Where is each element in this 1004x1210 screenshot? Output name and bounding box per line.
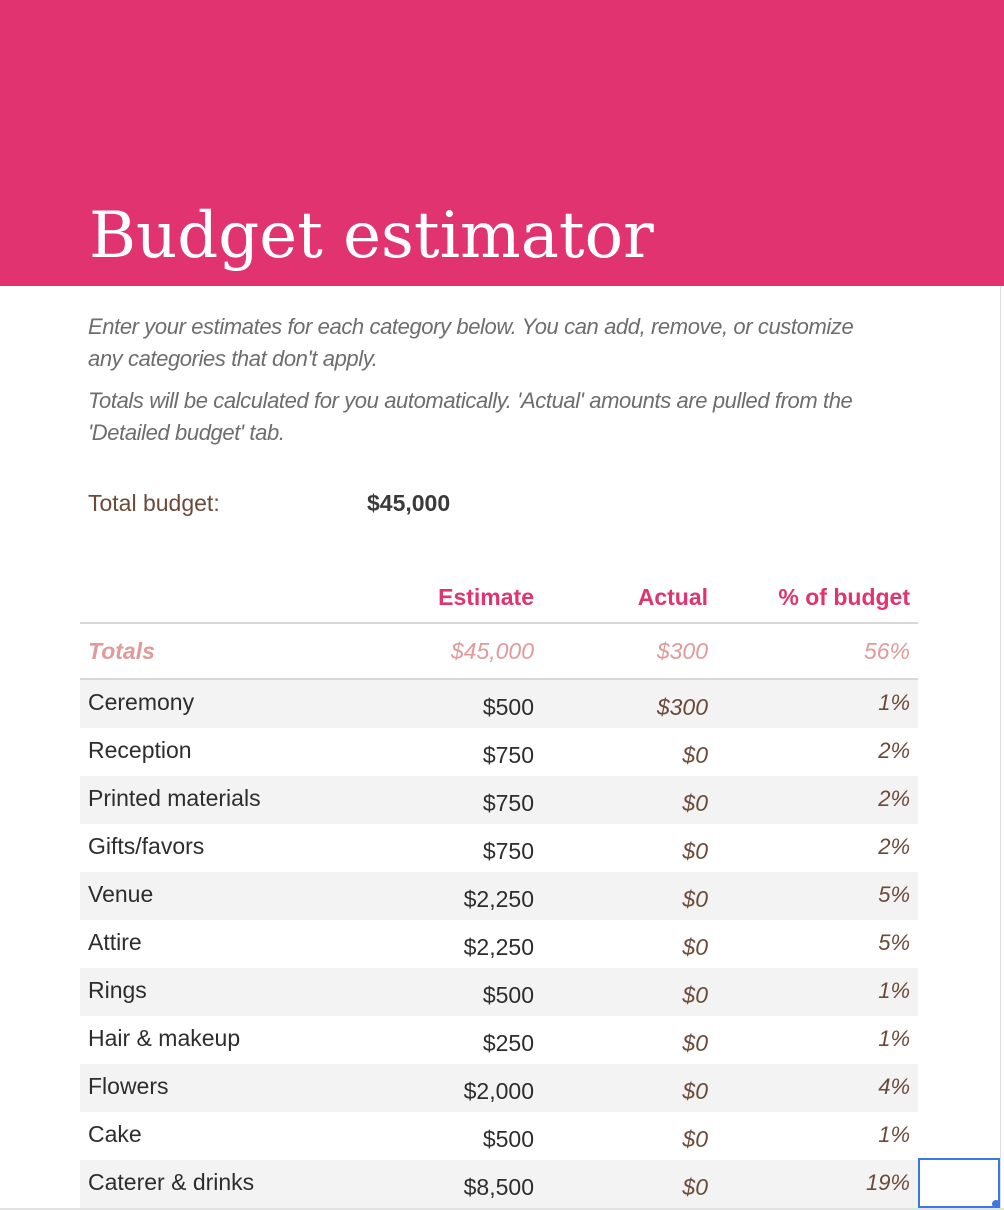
percent-cell[interactable]: 4%	[878, 1074, 910, 1099]
estimate-cell[interactable]: $8,500	[463, 1174, 534, 1200]
percent-cell[interactable]: 1%	[878, 690, 910, 715]
totals-actual[interactable]: $300	[656, 638, 708, 664]
table-row	[80, 728, 918, 776]
estimate-cell[interactable]: $500	[482, 1126, 534, 1152]
actual-cell[interactable]: $0	[682, 1174, 708, 1200]
header-banner	[0, 0, 1004, 286]
actual-cell[interactable]: $0	[682, 790, 708, 816]
percent-cell[interactable]: 2%	[878, 834, 910, 859]
table-row	[80, 680, 918, 728]
actual-cell[interactable]: $0	[682, 1078, 708, 1104]
totals-percent[interactable]: 56%	[863, 638, 910, 664]
percent-cell[interactable]: 1%	[878, 1026, 910, 1051]
estimate-cell[interactable]: $750	[482, 742, 534, 768]
estimate-cell[interactable]: $250	[482, 1030, 534, 1056]
category-cell[interactable]: Flowers	[88, 1073, 169, 1099]
percent-cell[interactable]: 1%	[878, 978, 910, 1003]
category-cell[interactable]: Gifts/favors	[88, 833, 205, 859]
percent-cell[interactable]: 1%	[878, 1122, 910, 1147]
page-title: Budget estimator	[89, 199, 654, 273]
actual-cell[interactable]: $0	[682, 838, 708, 864]
category-cell[interactable]: Printed materials	[88, 785, 261, 811]
sheet-right-edge	[1000, 286, 1001, 1210]
category-cell[interactable]: Hair & makeup	[88, 1025, 241, 1051]
estimate-cell[interactable]: $2,250	[463, 886, 534, 912]
actual-header: Actual	[637, 584, 708, 610]
estimate-cell[interactable]: $2,000	[463, 1078, 534, 1104]
budget-table-body	[80, 680, 918, 1208]
actual-cell[interactable]: $0	[682, 982, 708, 1008]
category-cell[interactable]: Rings	[88, 977, 147, 1003]
category-cell[interactable]: Attire	[88, 929, 142, 955]
actual-cell[interactable]: $300	[656, 694, 708, 720]
percent-cell[interactable]: 2%	[878, 786, 910, 811]
estimate-cell[interactable]: $2,250	[463, 934, 534, 960]
category-cell[interactable]: Reception	[88, 737, 192, 763]
table-row	[80, 1112, 918, 1160]
estimate-cell[interactable]: $500	[482, 982, 534, 1008]
fill-handle[interactable]	[992, 1200, 1000, 1208]
percent-cell[interactable]: 19%	[865, 1170, 910, 1195]
estimate-cell[interactable]: $750	[482, 790, 534, 816]
intro-text-1: Enter your estimates for each category below. You can add, remove, or customize any categories that don't apply.	[88, 314, 854, 371]
total-budget-label: Total budget:	[88, 490, 220, 516]
table-row	[80, 776, 918, 824]
percent-cell[interactable]: 2%	[878, 738, 910, 763]
totals-row	[80, 624, 918, 678]
percent-cell[interactable]: 5%	[878, 930, 910, 955]
actual-cell[interactable]: $0	[682, 934, 708, 960]
actual-cell[interactable]: $0	[682, 886, 708, 912]
actual-cell[interactable]: $0	[682, 742, 708, 768]
total-budget-value[interactable]: $45,000	[367, 490, 451, 516]
actual-cell[interactable]: $0	[682, 1030, 708, 1056]
table-row	[80, 1064, 918, 1112]
estimate-cell[interactable]: $750	[482, 838, 534, 864]
category-cell[interactable]: Caterer & drinks	[88, 1169, 255, 1195]
table-row	[80, 824, 918, 872]
table-row	[80, 920, 918, 968]
category-cell[interactable]: Cake	[88, 1121, 142, 1147]
table-row	[80, 1160, 918, 1208]
estimate-header: Estimate	[438, 584, 534, 610]
table-row	[80, 1016, 918, 1064]
totals-estimate[interactable]: $45,000	[450, 638, 534, 664]
selected-cell-outline[interactable]	[918, 1158, 1000, 1208]
estimate-cell[interactable]: $500	[482, 694, 534, 720]
actual-cell[interactable]: $0	[682, 1126, 708, 1152]
totals-label: Totals	[88, 638, 155, 664]
category-cell[interactable]: Venue	[88, 881, 154, 907]
percent-cell[interactable]: 5%	[878, 882, 910, 907]
table-header-row	[80, 578, 918, 622]
table-row	[80, 968, 918, 1016]
table-row	[80, 872, 918, 920]
category-cell[interactable]: Ceremony	[88, 689, 195, 715]
intro-text-2: Totals will be calculated for you automatically. 'Actual' amounts are pulled from the 'Detailed budget' tab.	[88, 388, 853, 445]
percent-header: % of budget	[778, 584, 910, 610]
